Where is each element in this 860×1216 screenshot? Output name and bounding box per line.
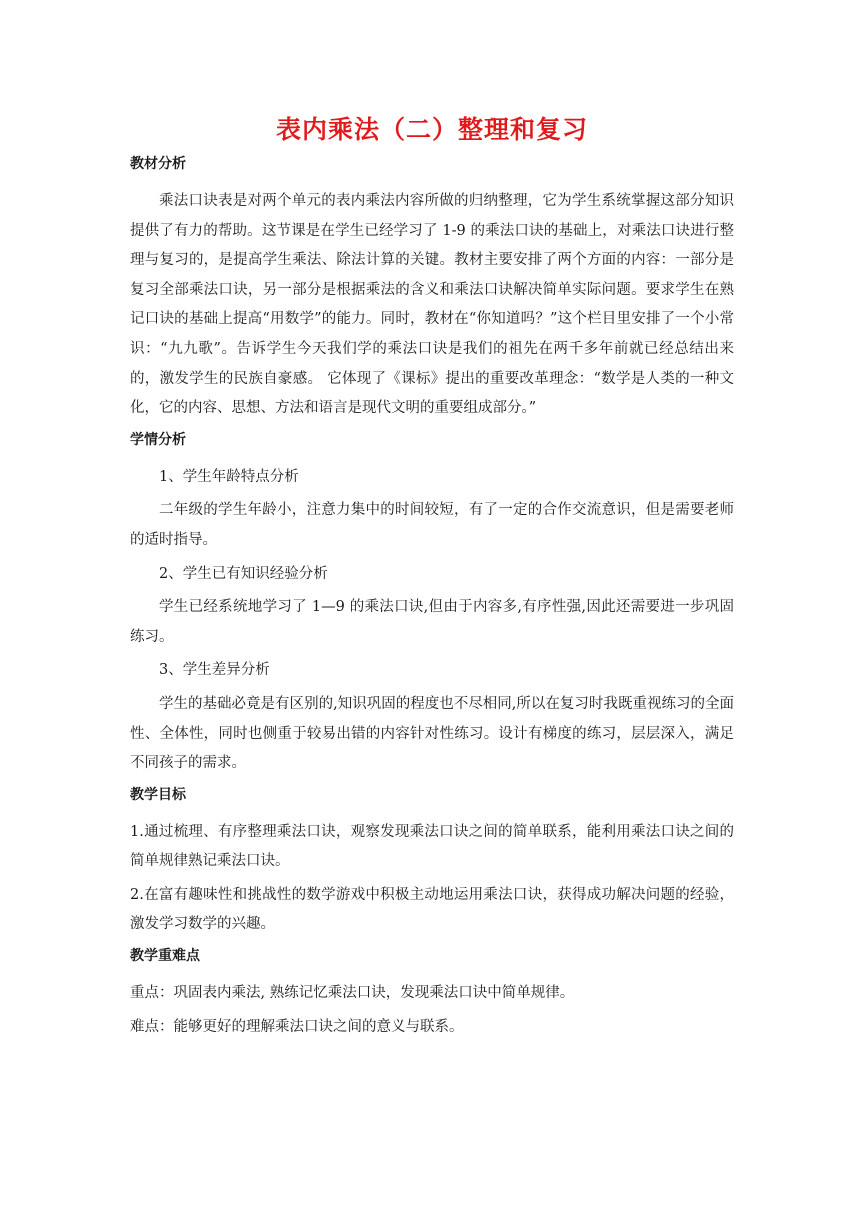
student-paragraph-age: 二年级的学生年龄小，注意力集中的时间较短，有了一定的合作交流意识，但是需要老师的适时指导。 <box>130 502 734 548</box>
student-subheading-difference: 3、学生差异分析 <box>159 662 270 679</box>
student-subheading-knowledge: 2、学生已有知识经验分析 <box>159 565 328 582</box>
student-subheading-age: 1、学生年龄特点分析 <box>159 468 299 485</box>
student-paragraph-difference: 学生的基础必竟是有区别的,知识巩固的程度也不尽相同,所以在复习时我既重视练习的全面性、全体性，同时也侧重于较易出错的内容针对性练习。设计有梯度的练习，层层深入，满足不同孩子的需求。 <box>130 695 734 772</box>
material-paragraph: 乘法口诀表是对两个单元的表内乘法内容所做的归纳整理，它为学生系统掌握这部分知识提供了有力的帮助。这节课是在学生已经学习了 1-9 的乘法口诀的基础上，对乘法口诀进行整理与复习的，是提高学生乘法、除法计算的关键。教材主要安排了两个方面的内容：一部分是复习全部乘法口诀，另一部分是根据乘法的含义和乘法口诀解决简单实际问题。要求学生在熟记口诀的基础上提高“用数学”的能力。同时，教材在“你知道吗？”这个栏目里安排了一个小常识：“九九歌”。告诉学生今天我们学的乘法口诀是我们的祖先在两千多年前就已经总结出来的，激发学生的民族自豪感。 它体现了《课标》提出的重要改革理念：“数学是人类的一种文化，它的内容、思想、方法和语言是现代文明的重要组成部分。” <box>130 193 734 417</box>
document-body <box>130 110 734 1046</box>
student-paragraph-knowledge: 学生已经系统地学习了 1—9 的乘法口诀,但由于内容多,有序性强,因此还需要进一步巩固练习。 <box>130 599 734 645</box>
goal-item-1: 1.通过梳理、有序整理乘法口诀，观察发现乘法口诀之间的简单联系，能利用乘法口诀之间的简单规律熟记乘法口诀。 <box>130 823 734 870</box>
keypoint-focus: 重点：巩固表内乘法, 熟练记忆乘法口诀，发现乘法口诀中简单规律。 <box>130 985 575 1002</box>
section-heading-material: 教材分析 <box>130 156 186 172</box>
section-heading-students: 学情分析 <box>130 431 186 448</box>
document-title: 表内乘法（二）整理和复习 <box>275 115 588 144</box>
goal-item-2: 2.在富有趣味性和挑战性的数学游戏中积极主动地运用乘法口诀，获得成功解决问题的经验，激发学习数学的兴趣。 <box>130 886 734 933</box>
section-heading-goals: 教学目标 <box>130 786 186 803</box>
keypoint-difficulty: 难点：能够更好的理解乘法口诀之间的意义与联系。 <box>130 1018 464 1035</box>
section-heading-keypoints: 教学重难点 <box>130 948 200 965</box>
